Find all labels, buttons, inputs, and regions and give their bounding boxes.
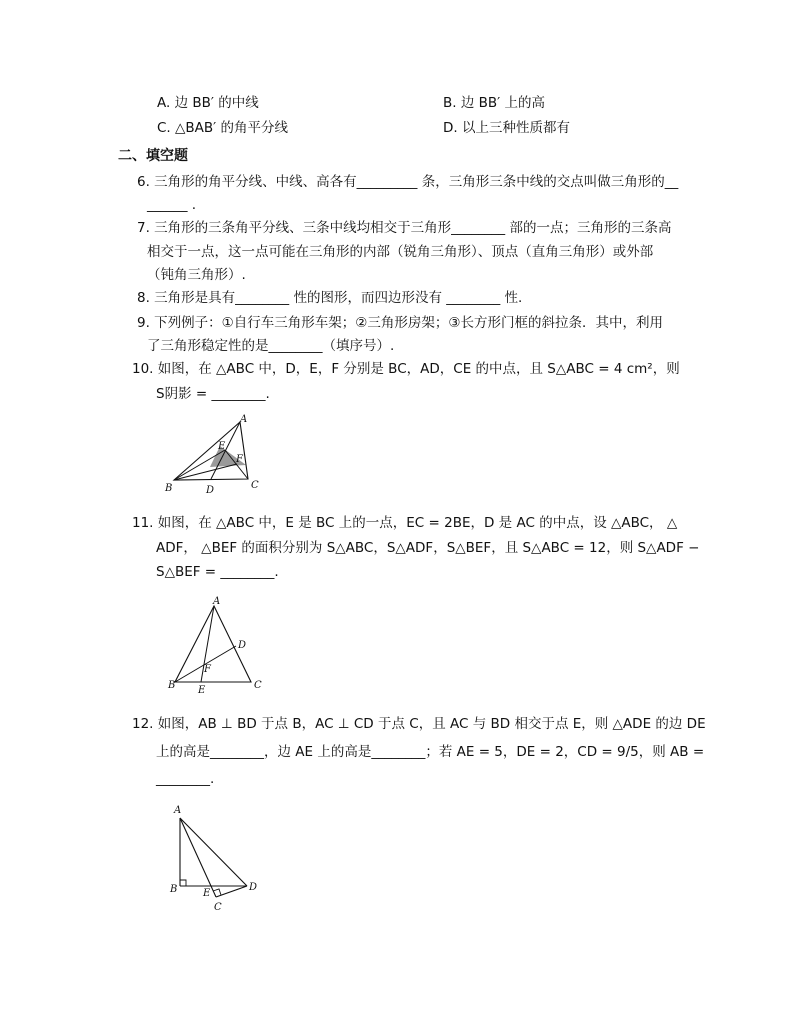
q12-line3: ________. <box>156 771 215 787</box>
option-c: C. △BAB′ 的角平分线 <box>157 120 289 136</box>
q11-line3: S△BEF = ________. <box>156 564 279 580</box>
q11-figure <box>160 593 270 698</box>
q10-label-b: B <box>165 483 173 494</box>
q11-label-d: D <box>238 640 247 651</box>
q7-line1: 7. 三角形的三条角平分线、三条中线均相交于三角形________ 部的一点；三角形的三条高 <box>137 220 672 236</box>
q10-label-a: A <box>240 414 248 425</box>
q10-label-e: E <box>218 441 226 452</box>
q12-label-d: D <box>249 882 258 893</box>
q9-line1: 9. 下列例子：①自行车三角形车架；②三角形房架；③长方形门框的斜拉条．其中，利用 <box>137 315 663 331</box>
q11-label-e: E <box>198 685 206 696</box>
option-a: A. 边 BB′ 的中线 <box>157 95 259 111</box>
q12-segment-ad <box>180 818 247 886</box>
q11-line2: ADF， △BEF 的面积分别为 S△ABC，S△ADF，S△BEF，且 S△ABC = 12，则 S△ADF − <box>156 540 700 556</box>
q10-line2: S阴影 = ________. <box>156 386 270 402</box>
q11-label-f: F <box>204 664 211 675</box>
q11-label-b: B <box>168 680 176 691</box>
q12-label-b: B <box>170 884 178 895</box>
q6-line1: 6. 三角形的角平分线、中线、高各有_________ 条，三角形三条中线的交点叫做三角形的__ <box>137 174 679 190</box>
q12-line1: 12. 如图，AB ⊥ BD 于点 B，AC ⊥ CD 于点 C，且 AC 与 BD 相交于点 E，则 △ADE 的边 DE <box>132 716 706 732</box>
q11-label-a: A <box>213 596 221 607</box>
q10-label-c: C <box>251 480 259 491</box>
q10-figure <box>160 412 280 497</box>
q12-right-angle-b <box>180 880 186 886</box>
q12-figure <box>165 800 275 920</box>
option-d: D. 以上三种性质都有 <box>443 120 570 136</box>
q8-line1: 8. 三角形是具有________ 性的图形，而四边形没有 ________ 性. <box>137 290 523 306</box>
section-heading: 二、填空题 <box>118 148 188 164</box>
q9-line2: 了三角形稳定性的是________（填序号）. <box>147 338 395 354</box>
q11-line1: 11. 如图，在 △ABC 中，E 是 BC 上的一点，EC = 2BE，D 是 AC 的中点，设 △ABC， △ <box>132 515 678 531</box>
q6-line2: ______ . <box>147 197 197 213</box>
q10-label-d: D <box>206 485 215 496</box>
q10-label-f: F <box>236 454 243 465</box>
q10-triangle-abc <box>174 422 248 480</box>
q12-segment-cd <box>216 886 247 897</box>
q10-line1: 10. 如图，在 △ABC 中，D，E，F 分别是 BC，AD，CE 的中点，且 S△ABC = 4 cm²，则 <box>132 361 680 377</box>
option-b: B. 边 BB′ 上的高 <box>443 95 546 111</box>
q7-line3: （钝角三角形）. <box>147 267 246 283</box>
q12-label-a: A <box>174 805 182 816</box>
q12-label-e: E <box>203 888 211 899</box>
q12-line2: 上的高是________，边 AE 上的高是________；若 AE = 5，DE = 2，CD = 9/5，则 AB = <box>156 744 705 760</box>
q7-line2: 相交于一点，这一点可能在三角形的内部（锐角三角形）、顶点（直角三角形）或外部 <box>147 244 654 260</box>
q12-segment-ac <box>180 818 216 897</box>
q12-label-c: C <box>214 902 222 913</box>
q11-label-c: C <box>254 680 262 691</box>
